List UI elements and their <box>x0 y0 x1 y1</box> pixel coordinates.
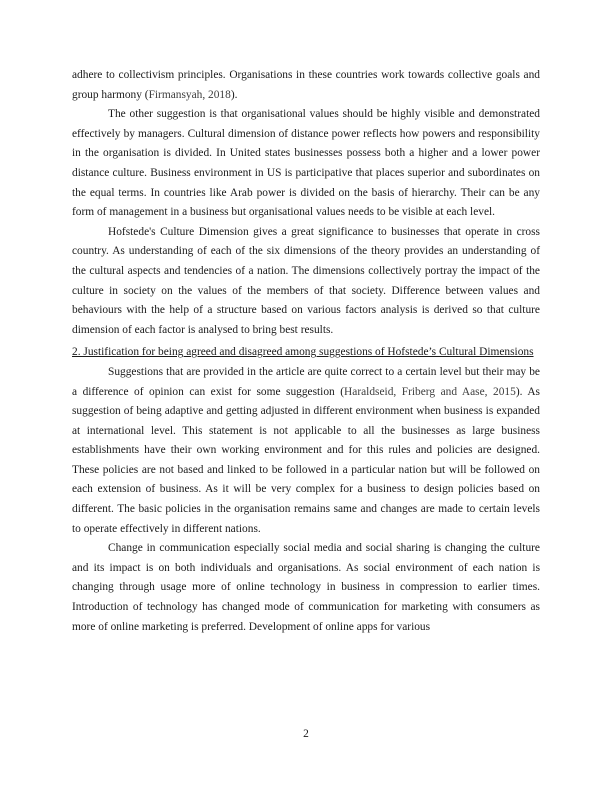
page-body <box>72 66 540 637</box>
paragraph-collectivism <box>72 66 540 105</box>
paragraph-justification <box>72 363 540 539</box>
paragraph-communication-change: Change in communication especially social media and social sharing is changing the culture and its impact is on both individuals and organisations. As social environment of each nation is changing through usage more of online technology in business in compression to earlier times. Introduction of technology has changed mode of communication for marketing with consumers as more of online marketing is preferred. Development of online apps for various <box>72 542 540 633</box>
section-heading: 2. Justification for being agreed and disagreed among suggestions of Hofstede’s Cultural Dimensions <box>72 346 534 359</box>
citation: Haraldseid, Friberg and Aase, 2015 <box>344 385 516 398</box>
paragraph-text: adhere to collectivism principles. Organisations in these countries work towards collective goals and group harmony ( <box>72 69 540 101</box>
paragraph-text: Suggestions that are provided in the article are quite correct to a certain level but their may be a difference of opinion can exist for some suggestion ( <box>72 365 540 398</box>
paragraph-hofstede-dimensions: Hofstede's Culture Dimension gives a great significance to businesses that operate in cross country. As understanding of each of the six dimensions of the theory provides an understanding of the cultural aspects and tendencies of a nation. The dimensions collectively portray the impact of the culture in society on the values of the members of that society. Difference between values and behaviours with the help of a structure based on various factors analysis is derived so that culture dimension of each factor is analysed to bring best results. <box>72 225 540 336</box>
paragraph-organisational-values: The other suggestion is that organisational values should be highly visible and demonstrated effectively by managers. Cultural dimension of distance power reflects how powers and responsibility in the organisation is divided. In United states businesses possess both a higher and a lower power distance culture. Business environment in US is participative that places superior and subordinates on the equal terms. In countries like Arab power is divided on the basis of hierarchy. Their can be any form of management in a business but organisational values needs to be visible at each level. <box>72 108 540 219</box>
page-number: 2 <box>303 728 309 740</box>
paragraph-text: ). As suggestion of being adaptive and getting adjusted in different environment when business is expanded at international level. This statement is not applicable to all the businesses as large business establishments have their own working environment and for this rules and policies are designed. These policies are not based and linked to be followed in a particular nation but will be followed on each extension of business. As it will be very complex for a business to design policies based on different. The basic policies in the organisation remains same and changes are made to certain levels to operate effectively in different nations. <box>72 385 540 535</box>
citation: Firmansyah, 2018 <box>148 88 231 101</box>
paragraph-text: ). <box>230 88 238 101</box>
